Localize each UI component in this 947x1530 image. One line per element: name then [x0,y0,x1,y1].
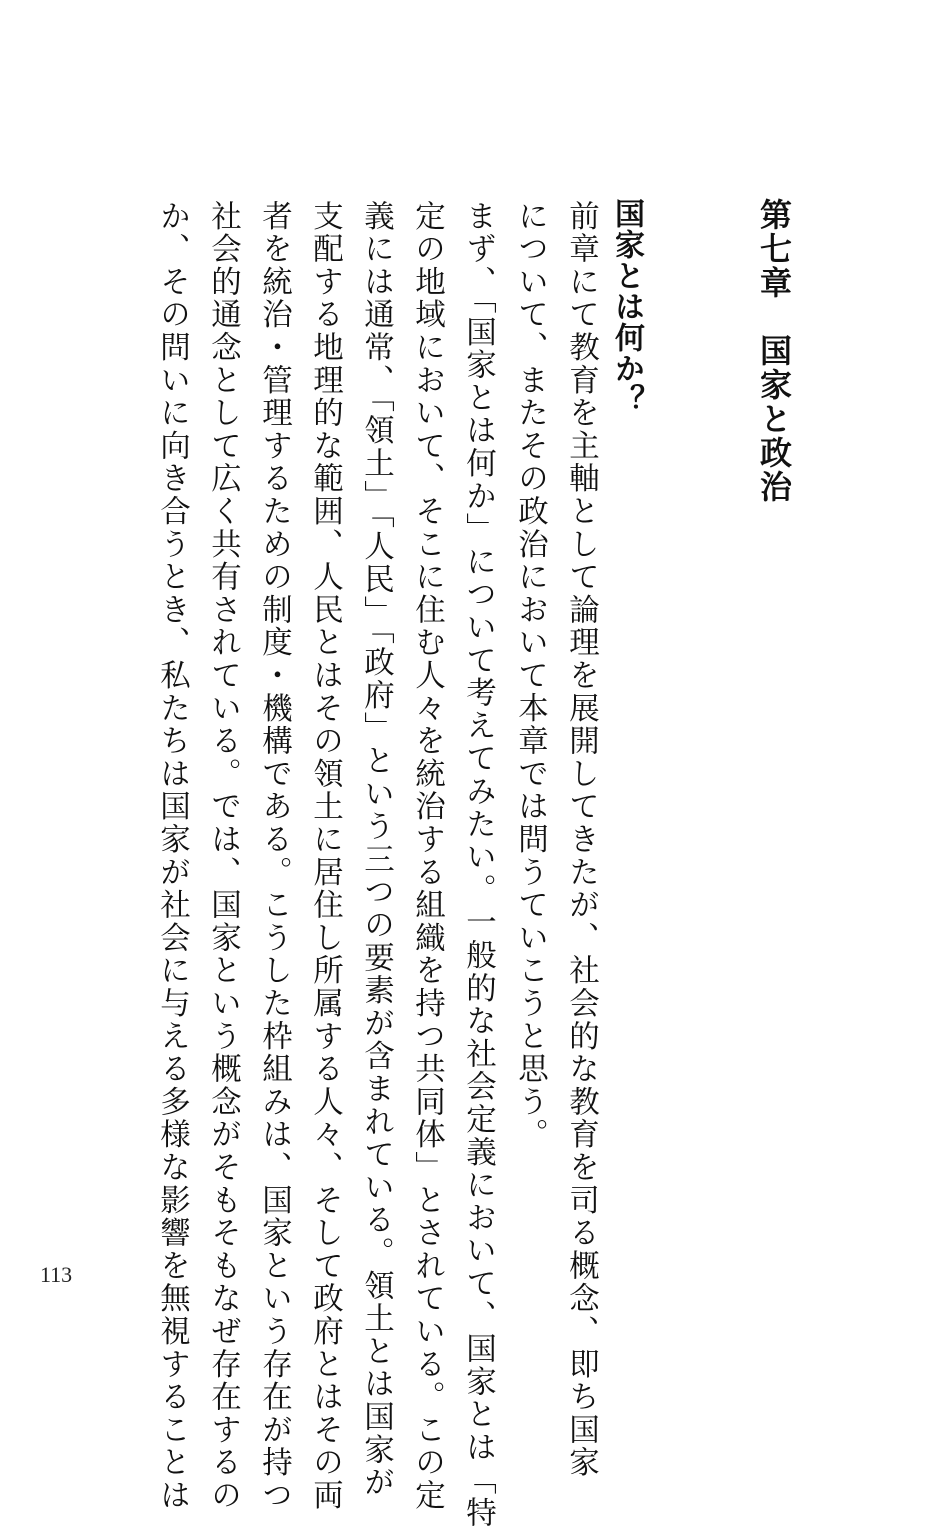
body-line: について、またその政治において本章では問うていこうと思う。 [512,200,548,1152]
body-line: 義には通常、「領土」「人民」「政府」という三つの要素が含まれている。領土とは国家が [358,200,394,1500]
body-line: 者を統治・管理するための制度・機構である。こうした枠組みは、国家という存在が持つ [256,200,292,1512]
body-line: 前章にて教育を主軸として論理を展開してきたが、社会的な教育を司る概念、即ち国家 [563,200,599,1480]
body-line: 定の地域において、そこに住む人々を統治する組織を持つ共同体」とされている。この定 [409,200,445,1512]
page-number: 113 [40,1262,73,1287]
body-line: 社会的通念として広く共有されている。では、国家という概念がそもそもなぜ存在するの [205,200,241,1512]
body-line: まず、「国家とは何か」について考えてみたい。一般的な社会定義において、国家とは「特 [460,200,496,1530]
body-line: 支配する地理的な範囲、人民とはその領土に居住し所属する人々、そして政府とはその両 [307,200,343,1512]
section-heading: 国家とは何か？ [609,198,644,415]
chapter-title: 第七章 国家と政治 [755,198,793,504]
body-line: か、その問いに向き合うとき、私たちは国家が社会に与える多様な影響を無視することは [154,200,190,1512]
